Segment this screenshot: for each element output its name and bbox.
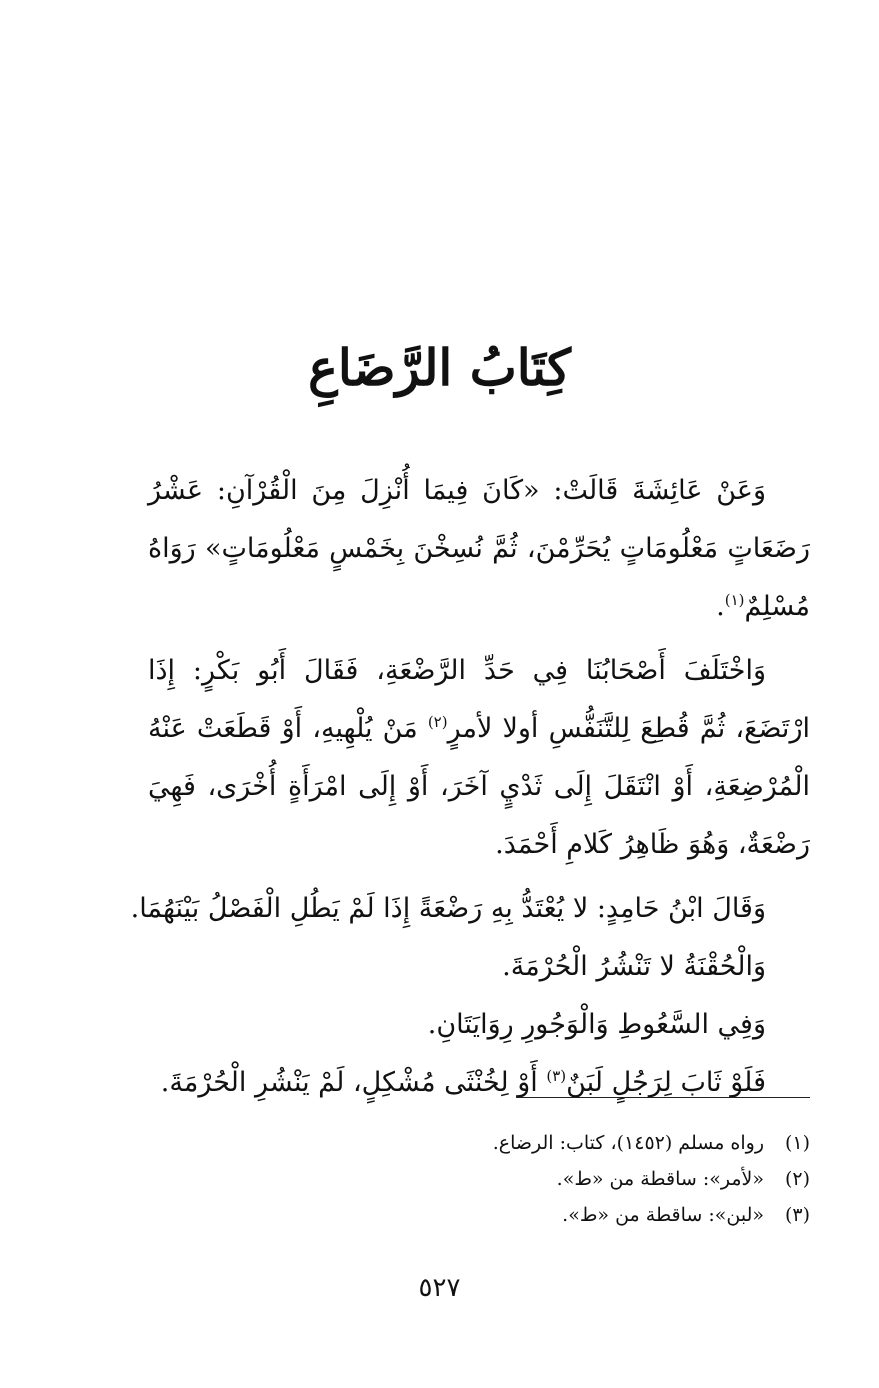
text-segment: وَاخْتَلَفَ أَصْحَابُنَا فِي حَدِّ الرَّضْعَةِ، فَقَالَ أَبُو بَكْرٍ: إِذَا ارْتَضَعَ، ثُمَّ قُطِعَ لِلتَّنَفُّسِ أولا لأمرٍ: [148, 655, 810, 744]
body-text: [130, 462, 810, 1112]
text-segment: فَلَوْ ثَابَ لِرَجُلٍ لَبَنٌ: [566, 1067, 766, 1098]
paragraph-thaba-laban: [148, 1054, 810, 1112]
paragraph-radaa-definition: [148, 642, 810, 874]
text-segment: أَوْ لِخُنْثَى مُشْكِلٍ، لَمْ يَنْشُرِ الْحُرْمَةَ.: [160, 1067, 547, 1098]
footnote-marker: (١): [724, 591, 745, 609]
footnotes: [300, 1125, 810, 1233]
page-number: ٥٢٧: [418, 1273, 461, 1303]
footnote-text: «لأمر»: ساقطة من «ط».: [556, 1168, 764, 1190]
text-segment: .: [716, 591, 725, 622]
text-segment: وَفِي السَّعُوطِ وَالْوَجُورِ رِوَايَتَانِ.: [427, 1009, 766, 1040]
paragraph-saut-wajur: [148, 996, 810, 1054]
footnote-marker: (٢): [427, 713, 448, 731]
text-segment: وَقَالَ ابْنُ حَامِدٍ: لا يُعْتَدُّ بِهِ رَضْعَةً إِذَا لَمْ يَطُلِ الْفَصْلُ بَيْنَهُمَا.: [130, 893, 766, 924]
paragraph-huqna: [148, 938, 810, 996]
footnote-2: [300, 1161, 810, 1197]
paragraph-aisha-hadith: [148, 462, 810, 636]
footnote-1: [300, 1125, 810, 1161]
paragraph-ibn-hamid: [130, 880, 810, 938]
footnote-number: (٢): [784, 1168, 810, 1190]
text-segment: وَالْحُقْنَةُ لا تَنْشُرُ الْحُرْمَةَ.: [502, 951, 766, 982]
chapter-title: كِتَابُ الرَّضَاعِ: [308, 338, 571, 397]
footnote-number: (١): [784, 1132, 810, 1154]
text-segment: وَعَنْ عَائِشَةَ قَالَتْ: «كَانَ فِيمَا أُنْزِلَ مِنَ الْقُرْآنِ: عَشْرُ رَضَعَاتٍ مَعْلُومَاتٍ يُحَرِّمْنَ، ثُمَّ نُسِخْنَ بِخَمْسٍ مَعْلُومَاتٍ» رَوَاهُ مُسْلِمٌ: [148, 475, 810, 622]
footnote-text: رواه مسلم (١٤٥٢)، كتاب: الرضاع.: [492, 1132, 764, 1154]
footnote-separator: [516, 1097, 810, 1098]
footnote-text: «لبن»: ساقطة من «ط».: [562, 1204, 764, 1226]
footnote-marker: (٣): [546, 1067, 567, 1085]
footnote-number: (٣): [784, 1204, 810, 1226]
footnote-3: [300, 1197, 810, 1233]
text-segment: مَنْ يُلْهِيهِ، أَوْ قَطَعَتْ عَنْهُ الْمُرْضِعَةِ، أَوْ انْتَقَلَ إِلَى ثَدْيٍ آخَرَ، أَوْ إِلَى امْرَأَةٍ أُخْرَى، فَهِيَ رَضْعَةٌ، وَهُوَ ظَاهِرُ كَلامِ أَحْمَدَ.: [148, 713, 810, 860]
